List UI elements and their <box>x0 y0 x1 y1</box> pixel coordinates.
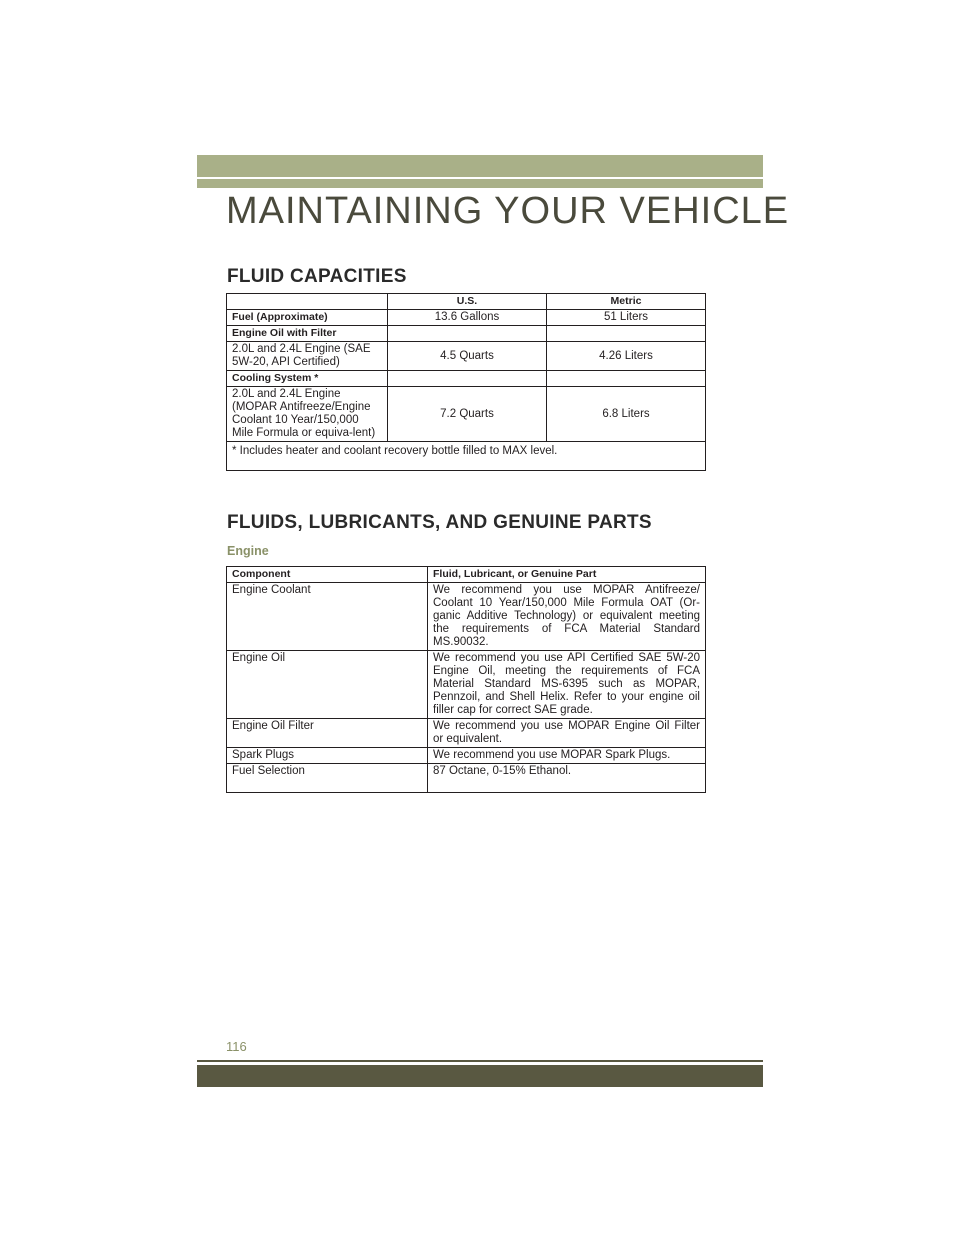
row-us-value: 13.6 Gallons <box>388 310 547 326</box>
row-component: Engine Oil Filter <box>227 719 428 748</box>
table-row-fuel <box>227 310 706 326</box>
row-label: Fuel (Approximate) <box>227 310 388 326</box>
chapter-title: MAINTAINING YOUR VEHICLE <box>226 190 790 232</box>
footer-band <box>197 1065 763 1087</box>
row-component: Engine Coolant <box>227 583 428 651</box>
row-part: We recommend you use MOPAR Antifreeze/ Coolant 10 Year/150,000 Mile Formula OAT (Or-ganic Additive Technology) or equivalent meeting the requirements of FCA Material Standard MS.90032. <box>428 583 706 651</box>
table-row <box>227 719 706 748</box>
table-row <box>227 583 706 651</box>
column-header-part: Fluid, Lubricant, or Genuine Part <box>428 567 706 583</box>
row-us-value: 4.5 Quarts <box>388 342 547 371</box>
section-heading-fluids-lubricants: FLUIDS, LUBRICANTS, AND GENUINE PARTS <box>227 512 652 533</box>
table-row-cooling-heading <box>227 371 706 387</box>
fluid-capacities-table <box>226 293 706 471</box>
column-header-metric: Metric <box>547 294 706 310</box>
row-part: We recommend you use MOPAR Engine Oil Filter or equivalent. <box>428 719 706 748</box>
footer-rule <box>197 1060 763 1062</box>
table-row <box>227 651 706 719</box>
row-component: Engine Oil <box>227 651 428 719</box>
header-band <box>197 155 763 177</box>
row-component: Fuel Selection <box>227 764 428 793</box>
subsection-heading-engine: Engine <box>227 544 269 558</box>
row-component: Spark Plugs <box>227 748 428 764</box>
row-part: We recommend you use MOPAR Spark Plugs. <box>428 748 706 764</box>
table-row-cooling <box>227 387 706 442</box>
column-header-component: Component <box>227 567 428 583</box>
row-label: 2.0L and 2.4L Engine (MOPAR Antifreeze/Engine Coolant 10 Year/150,000 Mile Formula or equiva-lent) <box>227 387 388 442</box>
table-footnote-row <box>227 442 706 471</box>
row-label: 2.0L and 2.4L Engine (SAE 5W-20, API Certified) <box>227 342 388 371</box>
table-header-row <box>227 567 706 583</box>
table-row-oil-heading <box>227 326 706 342</box>
table-row <box>227 748 706 764</box>
row-subheading: Cooling System * <box>227 371 388 387</box>
row-metric-value: 6.8 Liters <box>547 387 706 442</box>
table-header-row <box>227 294 706 310</box>
table-footnote: * Includes heater and coolant recovery bottle filled to MAX level. <box>227 442 706 471</box>
header-band-lower <box>197 179 763 188</box>
table-row-oil <box>227 342 706 371</box>
table-row <box>227 764 706 793</box>
row-metric-value: 4.26 Liters <box>547 342 706 371</box>
column-header-item <box>227 294 388 310</box>
row-metric-value: 51 Liters <box>547 310 706 326</box>
row-subheading: Engine Oil with Filter <box>227 326 388 342</box>
row-part: We recommend you use API Certified SAE 5W-20 Engine Oil, meeting the requirements of FCA Material Standard MS-6395 such as MOPAR, Pennzoil, and Shell Helix. Refer to your engine oil filler cap for correct SAE grade. <box>428 651 706 719</box>
row-us-value: 7.2 Quarts <box>388 387 547 442</box>
row-part: 87 Octane, 0-15% Ethanol. <box>428 764 706 793</box>
engine-parts-table <box>226 566 706 793</box>
page-number: 116 <box>226 1039 247 1054</box>
column-header-us: U.S. <box>388 294 547 310</box>
section-heading-fluid-capacities: FLUID CAPACITIES <box>227 266 407 287</box>
